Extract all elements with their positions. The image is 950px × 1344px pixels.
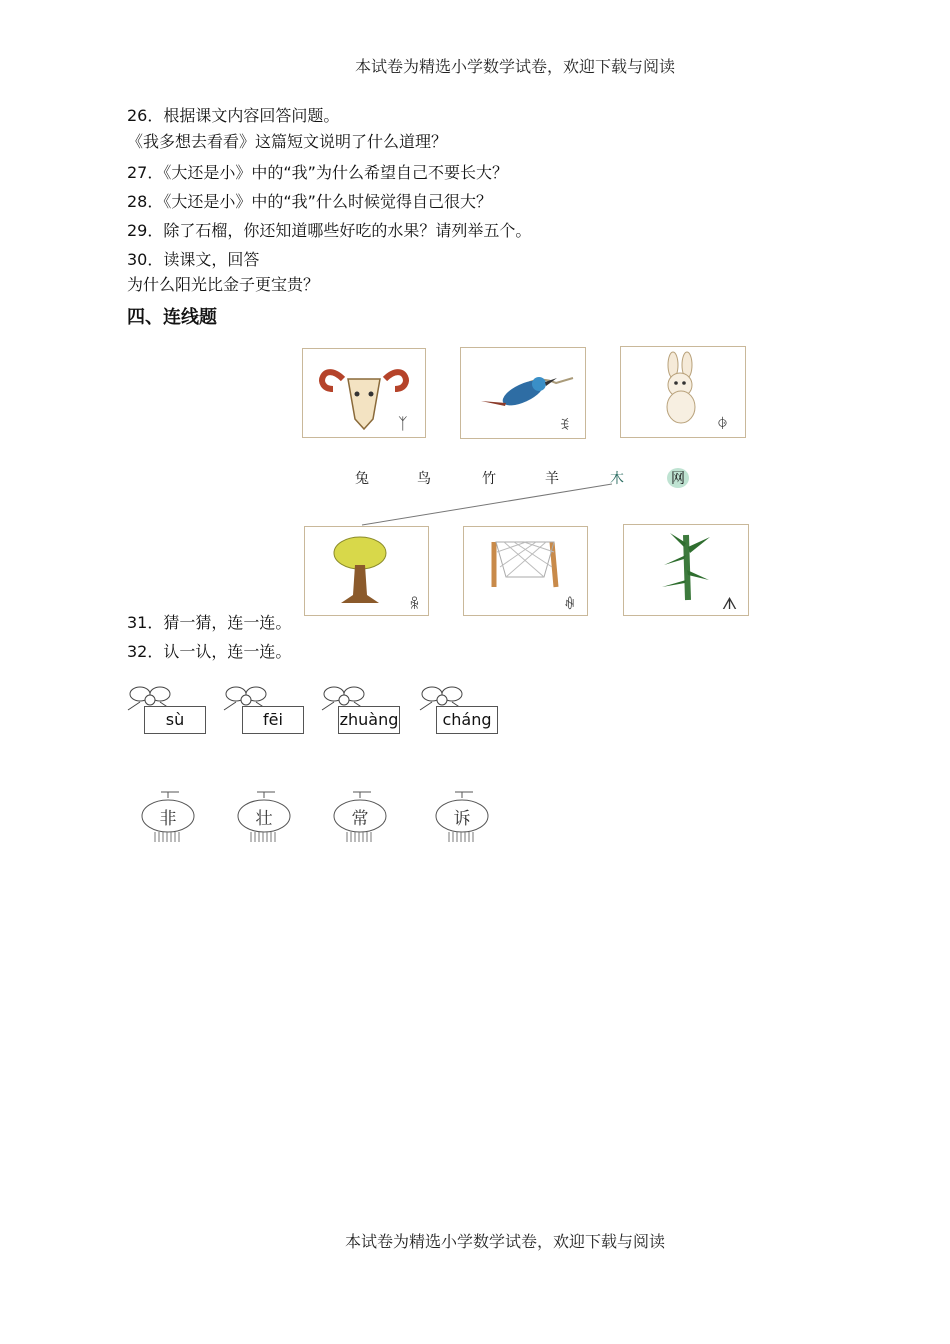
char-rabbit[interactable]: 兔 xyxy=(355,471,369,487)
char-goat[interactable]: 羊 xyxy=(545,471,559,487)
lantern-su[interactable] xyxy=(433,790,491,846)
tree-card[interactable] xyxy=(304,526,429,616)
pinyin-box: zhuàng xyxy=(338,706,400,734)
lantern-zhuang[interactable] xyxy=(235,790,293,846)
bird-glyph: ꉂ xyxy=(559,418,570,434)
bamboo-card[interactable] xyxy=(623,524,749,616)
rabbit-glyph: ꂈ xyxy=(717,417,728,433)
net-icon xyxy=(464,527,587,615)
bamboo-icon xyxy=(624,525,748,615)
pinyin-card-chang[interactable] xyxy=(418,680,498,736)
lantern-char: 壮 xyxy=(255,809,273,829)
page-header: 本试卷为精选小学数学试卷，欢迎下载与阅读 xyxy=(354,57,675,76)
char-net[interactable]: 网 xyxy=(667,468,689,488)
pinyin-card-fei[interactable] xyxy=(222,680,302,736)
char-wood[interactable]: 木 xyxy=(610,471,624,487)
lantern-char: 诉 xyxy=(453,809,471,829)
tree-glyph: ꆜ xyxy=(409,597,420,613)
question-26-sub: 《我多想去看看》这篇短文说明了什么道理？ xyxy=(127,132,448,151)
question-31: 31．猜一猜，连一连。 xyxy=(127,613,292,632)
question-27: 27．《大还是小》中的“我”为什么希望自己不要长大？ xyxy=(127,163,508,182)
question-32: 32．认一认，连一连。 xyxy=(127,642,292,661)
question-30: 30．读课文，回答 xyxy=(127,250,260,269)
page-footer: 本试卷为精选小学数学试卷，欢迎下载与阅读 xyxy=(344,1232,665,1251)
pinyin-card-su[interactable] xyxy=(126,680,206,736)
tree-icon xyxy=(305,527,428,615)
pinyin-box: cháng xyxy=(436,706,498,734)
lantern-fei[interactable] xyxy=(139,790,197,846)
char-bird[interactable]: 鸟 xyxy=(417,471,431,487)
lantern-char: 非 xyxy=(159,809,177,829)
pinyin-card-zhuang[interactable] xyxy=(320,680,400,736)
pinyin-box: sù xyxy=(144,706,206,734)
goat-glyph: ᛉ xyxy=(398,414,408,433)
lantern-char: 常 xyxy=(351,809,369,829)
char-bamboo[interactable]: 竹 xyxy=(482,471,496,487)
pinyin-box: fēi xyxy=(242,706,304,734)
section-title: 四、连线题 xyxy=(127,307,217,328)
net-card[interactable] xyxy=(463,526,588,616)
bamboo-glyph: ᗑ xyxy=(722,594,738,613)
question-26: 26．根据课文内容回答问题。 xyxy=(127,106,340,125)
question-28: 28．《大还是小》中的“我”什么时候觉得自己很大？ xyxy=(127,192,492,211)
lantern-chang[interactable] xyxy=(331,790,389,846)
question-30-sub: 为什么阳光比金子更宝贵？ xyxy=(127,275,320,294)
question-29: 29．除了石榴，你还知道哪些好吃的水果？请列举五个。 xyxy=(127,221,532,240)
net-glyph: ꊿ xyxy=(564,597,575,613)
